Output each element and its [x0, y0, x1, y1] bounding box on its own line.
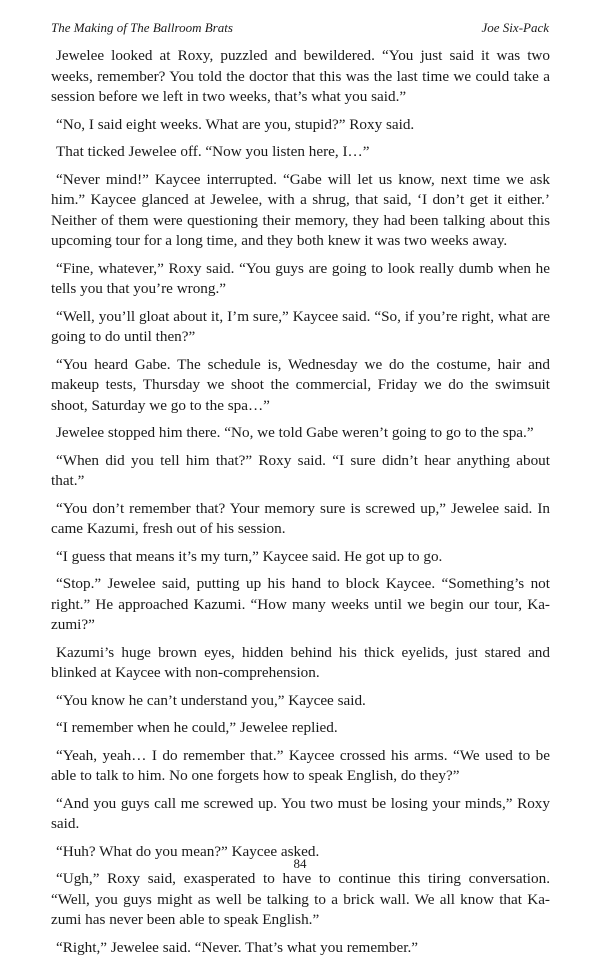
paragraph: “And you guys call me screwed up. You two must be losing your minds,” Roxy said. [51, 794, 550, 832]
paragraph: “When did you tell him that?” Roxy said. “I sure didn’t hear anything about that.” [51, 451, 550, 489]
running-header [51, 20, 549, 36]
paragraph: “You know he can’t understand you,” Kaycee said. [56, 691, 366, 709]
paragraph: Kazumi’s huge brown eyes, hidden behind his thick eyelids, just stared and blinked at Kaycee with non-comprehension. [51, 643, 550, 681]
paragraph: “I remember when he could,” Jewelee replied. [56, 719, 338, 736]
paragraph: “Right,” Jewelee said. “Never. That’s what you remember.” [56, 938, 418, 956]
paragraph: Jewelee looked at Roxy, puzzled and bewildered. “You just said it was two weeks, remember? You told the doctor that this was the last time we could take a session before we left in two weeks, that’s what you said.” [51, 47, 550, 105]
author-name: Joe Six-Pack [481, 20, 549, 35]
paragraph: “Huh? What do you mean?” Kaycee asked. [56, 842, 320, 860]
paragraph: “Fine, whatever,” Roxy said. “You guys are going to look really dumb when he tells you that you’re wrong.” [51, 259, 550, 297]
body-text [51, 46, 550, 965]
page-number: 84 [293, 856, 307, 871]
paragraph: “I guess that means it’s my turn,” Kaycee said. He got up to go. [56, 547, 443, 565]
paragraph: “Well, you’ll gloat about it, I’m sure,” Kaycee said. “So, if you’re right, what are going to do until then?” [51, 307, 550, 345]
paragraph: Jewelee stopped him there. “No, we told Gabe weren’t going to go to the spa.” [56, 424, 534, 441]
paragraph: “Yeah, yeah… I do remember that.” Kaycee crossed his arms. “We used to be able to talk to him. No one forgets how to speak English, do they?” [51, 746, 550, 784]
paragraph: “No, I said eight weeks. What are you, stupid?” Roxy said. [56, 115, 415, 133]
paragraph: “You don’t remember that? Your memory sure is screwed up,” Jewelee said. In came Kazumi, fresh out of his session. [51, 499, 550, 537]
book-title: The Making of The Ballroom Brats [51, 20, 233, 35]
paragraph: That ticked Jewelee off. “Now you listen here, I…” [56, 143, 370, 160]
paragraph: “Stop.” Jewelee said, putting up his hand to block Kaycee. “Something’s not right.” He approached Kazumi. “How many weeks until we begin our tour, Ka-zumi?” [51, 575, 550, 633]
paragraph: “Ugh,” Roxy said, exasperated to have to continue this tiring conversation. “Well, you guys might as well be talking to a brick wall. We all know that Ka-zumi has never been able to speak English.” [51, 870, 550, 928]
paragraph: “Never mind!” Kaycee interrupted. “Gabe will let us know, next time we ask him.” Kaycee glanced at Jewelee, with a shrug, that said, ‘I don’t get it either.’ Neither of them were questioning their memory, they had been talking about this upcoming tour for a long time, and they both knew it was two weeks away. [51, 170, 550, 249]
paragraph: “You heard Gabe. The schedule is, Wednesday we do the costume, hair and makeup tests, Thursday we shoot the commercial, Friday we do the swimsuit shoot, Saturday we go to the spa…” [51, 355, 550, 414]
